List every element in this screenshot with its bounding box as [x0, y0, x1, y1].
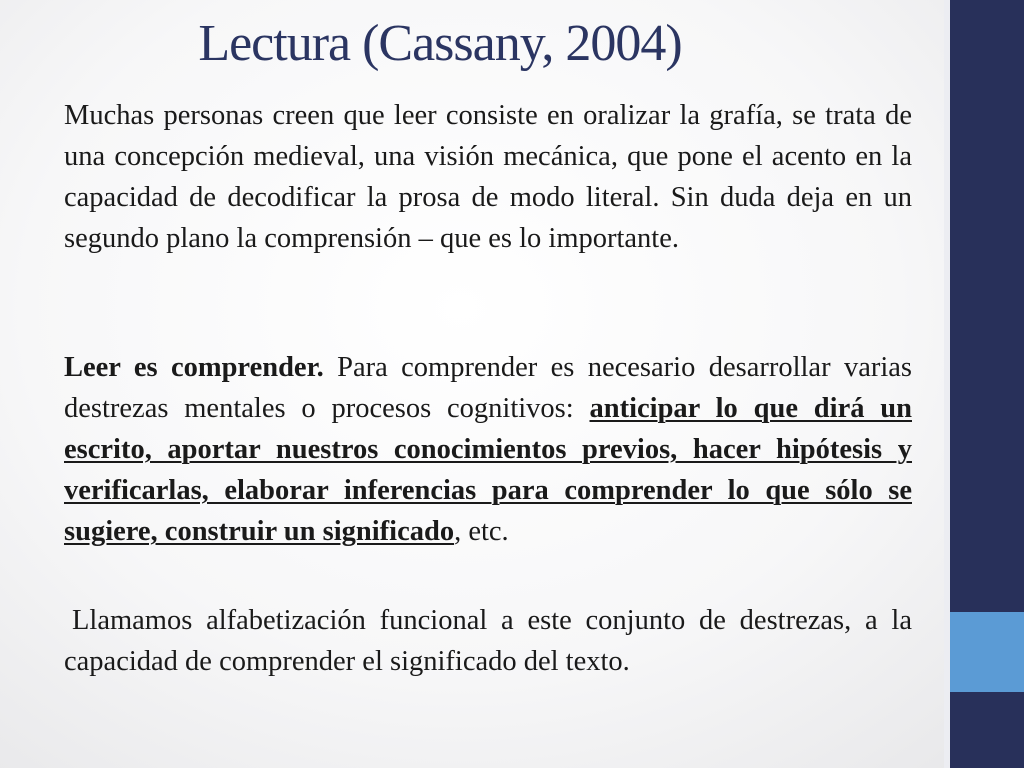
paragraph-2-tail: , etc.: [454, 516, 509, 547]
paragraph-2: [64, 347, 912, 552]
slide-title: Lectura (Cassany, 2004): [198, 15, 682, 72]
paragraph-2-text: Para comprender es necesario desarrollar varias destrezas mentales o procesos cognitivos:: [64, 352, 912, 424]
paragraph-3: Llamamos alfabetización funcional a este conjunto de destrezas, a la capacidad de comprender el significado del texto.: [64, 605, 912, 677]
underlined-skills: anticipar lo que dirá un escrito, aportar nuestros conocimientos previos, hacer hipótesis y verificarlas, elaborar inferencias para comprender lo que sólo se sugiere, construir un significado: [64, 393, 912, 547]
paragraph-1: Muchas personas creen que leer consiste en oralizar la grafía, se trata de una concepción medieval, una visión mecánica, que pone el acento en la capacidad de decodificar la prosa de modo literal. Sin duda deja en un segundo plano la comprensión – que es lo importante.: [64, 100, 912, 254]
bold-lead: Leer es comprender.: [64, 352, 324, 383]
sidebar-accent-block: [950, 612, 1024, 692]
